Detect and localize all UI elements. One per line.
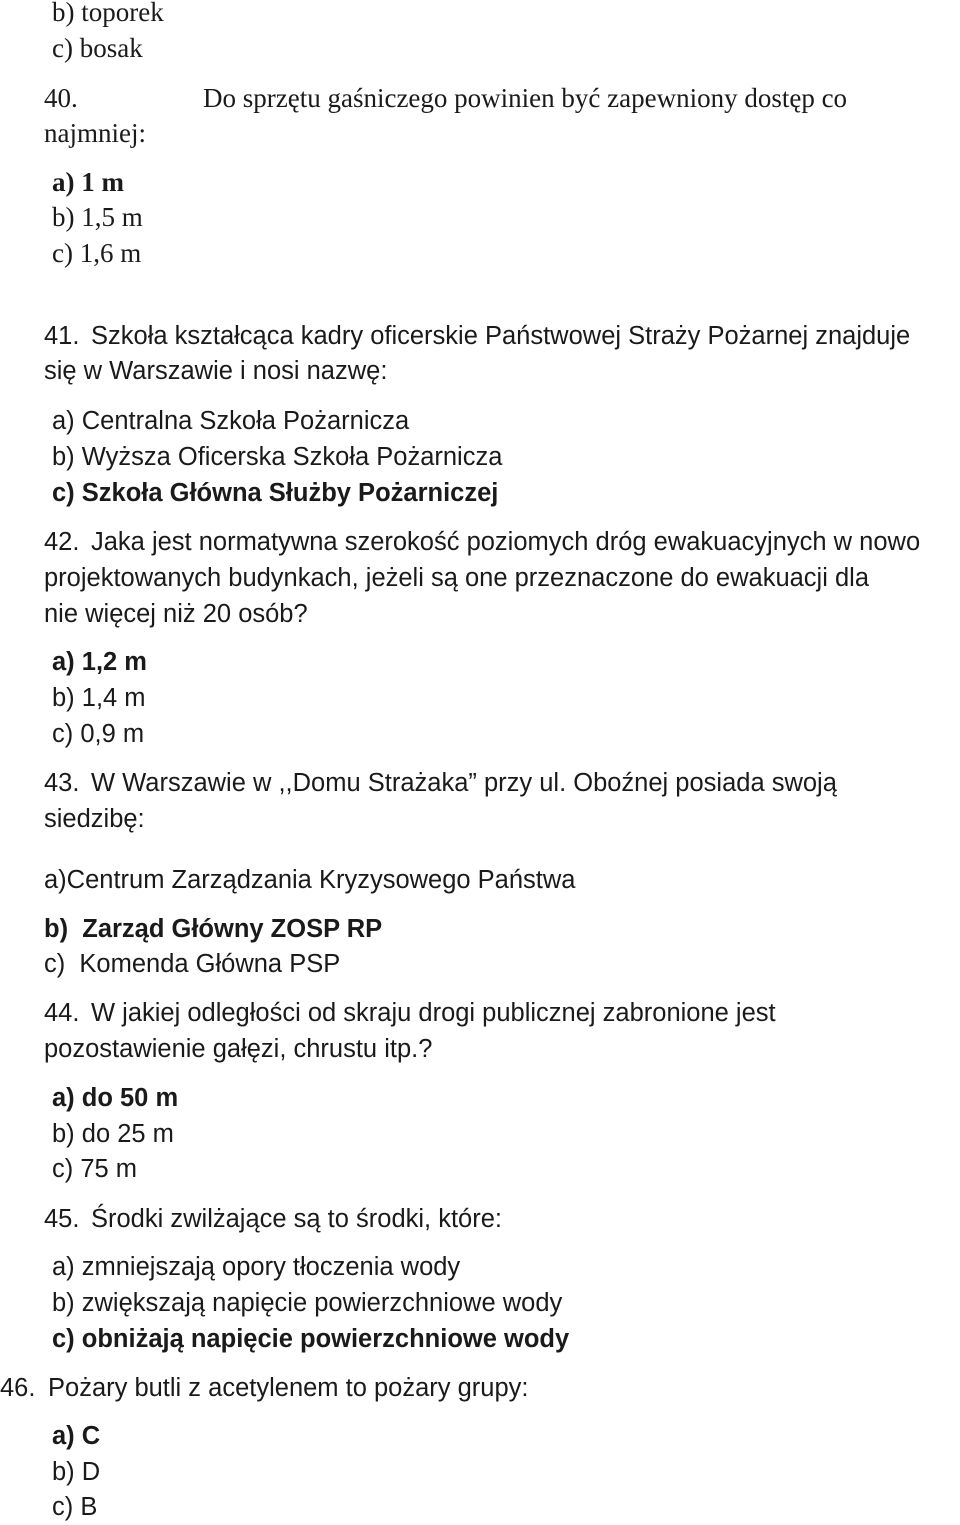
- q42-text-line3: nie więcej niż 20 osób?: [44, 600, 308, 628]
- q43-number: 43.: [44, 769, 80, 797]
- q46-text-line1: Pożary butli z acetylenem to pożary grupy:: [48, 1374, 529, 1402]
- q42-text-line2: projektowanych budynkach, jeżeli są one przeznaczone do ewakuacji dla: [44, 564, 870, 592]
- q42-text-line1: Jaka jest normatywna szerokość poziomych dróg ewakuacyjnych w nowo: [91, 528, 921, 556]
- q45-text-line1: Środki zwilżające są to środki, które:: [91, 1205, 502, 1233]
- q42-answer-b: b) 1,4 m: [52, 684, 146, 712]
- q43-answer-a: a)Centrum Zarządzania Kryzysowego Państwa: [44, 866, 576, 894]
- q39-answer-b: b) toporek: [52, 0, 164, 27]
- q43-text-line2: siedzibę:: [44, 805, 145, 833]
- q41-answer-b: b) Wyższa Oficerska Szkoła Pożarnicza: [52, 443, 503, 471]
- q43-answer-b: b) Zarząd Główny ZOSP RP: [44, 915, 383, 943]
- q46-answer-c: c) B: [52, 1493, 98, 1521]
- q45-number: 45.: [44, 1205, 80, 1233]
- q42-number: 42.: [44, 528, 80, 556]
- q44-text-line1: W jakiej odległości od skraju drogi publicznej zabronione jest: [91, 999, 776, 1027]
- q39-answer-c: c) bosak: [52, 33, 143, 63]
- q42-answer-c: c) 0,9 m: [52, 720, 145, 748]
- q43-text-line1: W Warszawie w ,,Domu Strażaka” przy ul. Oboźnej posiada swoją: [91, 769, 837, 797]
- q44-answer-c: c) 75 m: [52, 1155, 138, 1183]
- q40-text-line1: Do sprzętu gaśniczego powinien być zapewniony dostęp co: [203, 83, 848, 113]
- q41-answer-a: a) Centralna Szkoła Pożarnicza: [52, 407, 410, 435]
- q41-text-line1: Szkoła kształcąca kadry oficerskie Państwowej Straży Pożarnej znajduje: [91, 322, 911, 350]
- q44-number: 44.: [44, 999, 80, 1027]
- q40-number: 40.: [44, 83, 78, 113]
- q40-answer-a: a) 1 m: [52, 167, 124, 197]
- q46-answer-a: a) C: [52, 1422, 101, 1450]
- q45-answer-c: c) obniżają napięcie powierzchniowe wody: [52, 1325, 570, 1353]
- q41-answer-c: c) Szkoła Główna Służby Pożarniczej: [52, 479, 499, 507]
- q40-answer-c: c) 1,6 m: [52, 238, 142, 268]
- q44-answer-b: b) do 25 m: [52, 1120, 174, 1148]
- q40-answer-b: b) 1,5 m: [52, 202, 143, 232]
- q45-answer-b: b) zwiększają napięcie powierzchniowe wody: [52, 1289, 563, 1317]
- q45-answer-a: a) zmniejszają opory tłoczenia wody: [52, 1253, 461, 1281]
- q44-text-line2: pozostawienie gałęzi, chrustu itp.?: [44, 1035, 433, 1063]
- q46-answer-b: b) D: [52, 1458, 101, 1486]
- q44-answer-a: a) do 50 m: [52, 1084, 179, 1112]
- q41-text-line2: się w Warszawie i nosi nazwę:: [44, 357, 388, 385]
- q41-number: 41.: [44, 322, 80, 350]
- q42-answer-a: a) 1,2 m: [52, 648, 147, 676]
- q40-text-line2: najmniej:: [44, 118, 146, 148]
- q43-answer-c: c) Komenda Główna PSP: [44, 950, 341, 978]
- q46-number: 46.: [0, 1374, 36, 1402]
